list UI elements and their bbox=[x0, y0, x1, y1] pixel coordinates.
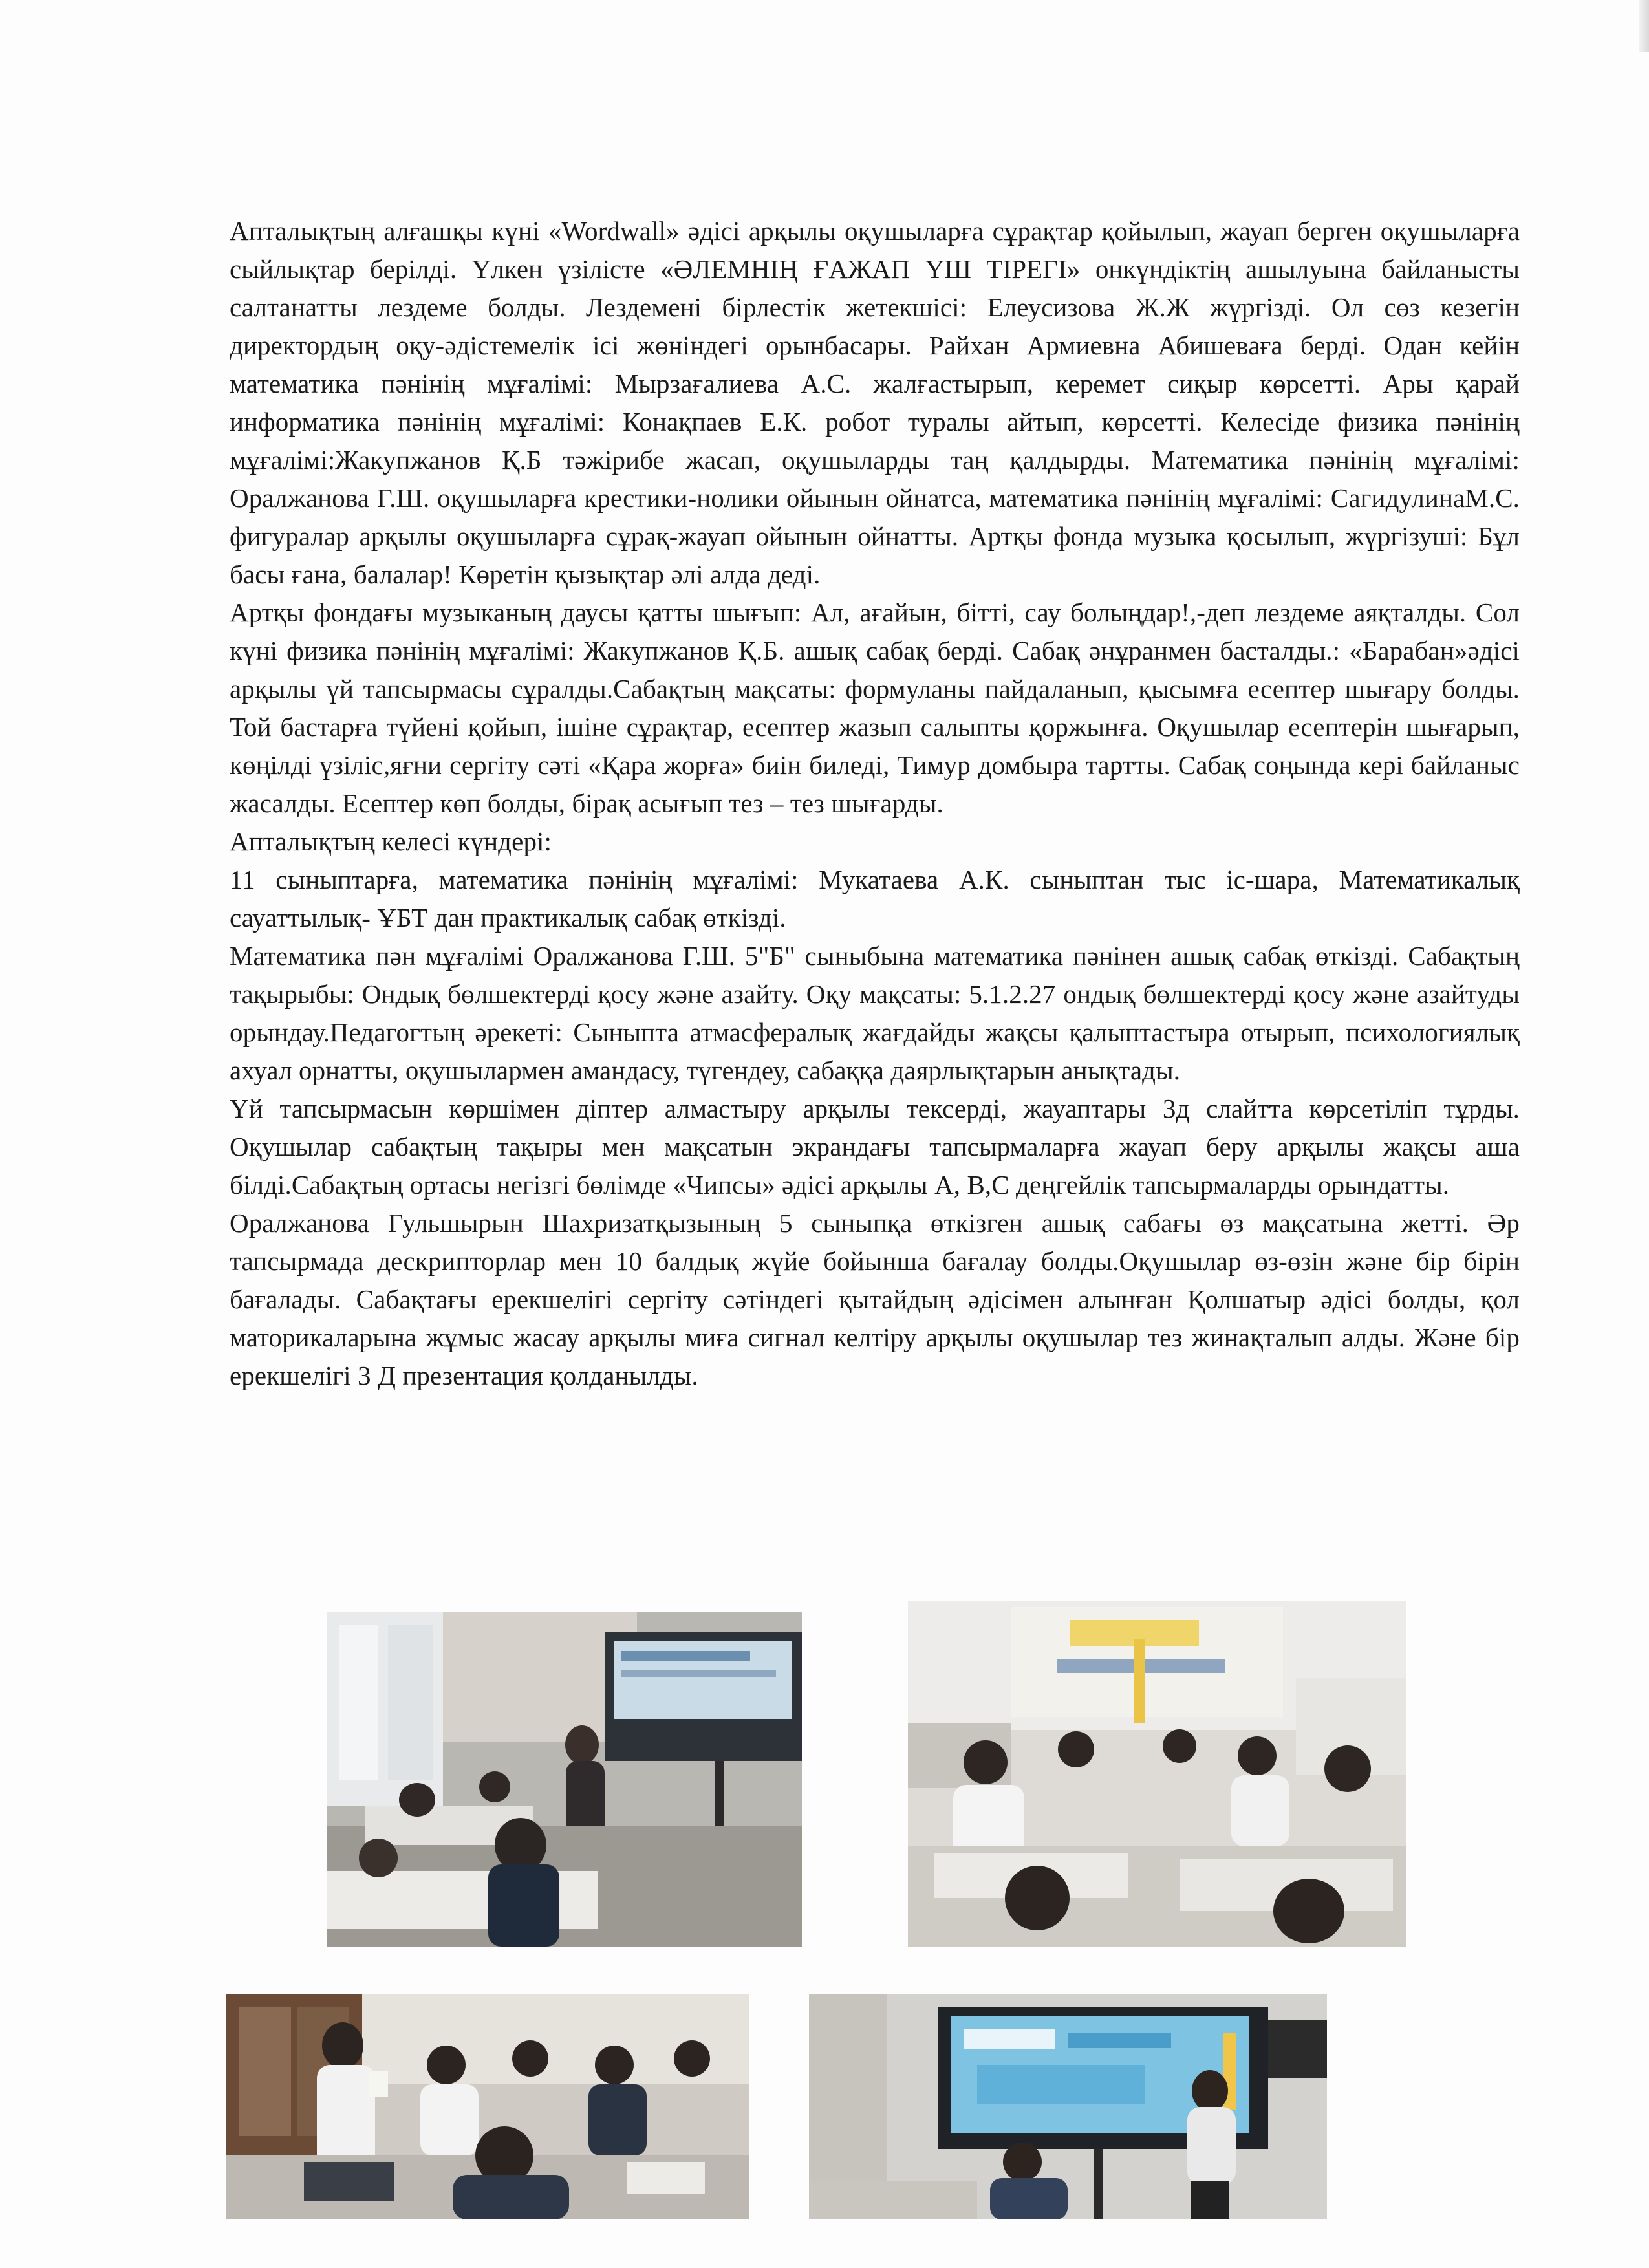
classroom-photo-teacher-at-board bbox=[327, 1612, 802, 1947]
photo-image bbox=[226, 1994, 749, 2219]
scan-edge-shadow bbox=[1639, 0, 1649, 52]
paragraph-3: Апталықтың келесі күндері: bbox=[230, 826, 552, 856]
article-text bbox=[230, 212, 1520, 1395]
paragraph-1: Апталықтың алғашқы күні «Wordwall» әдісі арқылы оқушыларға сұрақтар қойылып, жауап берген оқушыларға сыйлықтар берілді. Үлкен үзілісте «ӘЛЕМНІҢ ҒАЖАП ҮШ ТІРЕГІ» онкүндіктің ашылуына байланысты салтанатты лездеме болды. Лездемені бірлестік жетекшісі: Елеусизова Ж.Ж жүргізді. Ол сөз кезегін директордың оқу-әдістемелік ісі жөніндегі орынбасары. Райхан Армиевна Абишеваға берді. Одан кейін математика пәнінің мұғалімі: Мырзағалиева А.С. жалғастырып, керемет сиқыр көрсетті. Ары қарай информатика пәнінің мұғалімі: Конақпаев Е.К. робот туралы айтып, көрсетті. Келесіде физика пәнінің мұғалімі:Жакупжанов Қ.Б тәжірибе жасап, оқушыларды таң қалдырды. Математика пәнінің мұғалімі: Оралжанова Г.Ш. оқушыларға крестики-нолики ойынын ойнатса, математика пәнінің мұғалімі: СагидулинаМ.С. фигуралар арқылы оқушыларға сұрақ-жауап ойынын ойнатты. Артқы фонда музыка қосылып, жүргізуші: Бұл басы ғана, балалар! Көретін қызықтар әлі алда деді. bbox=[230, 216, 1520, 589]
classroom-photo-teacher-at-screen bbox=[809, 1994, 1327, 2219]
photo-image bbox=[809, 1994, 1327, 2219]
classroom-photo-students-at-desks bbox=[908, 1601, 1406, 1947]
paragraph-2: Артқы фондағы музыканың даусы қатты шығып: Ал, ағайын, бітті, сау болыңдар!,-деп лездеме аяқталды. Сол күні физика пәнінің мұғалімі: Жакупжанов Қ.Б. ашық сабақ берді. Сабақ әнұранмен басталды.: «Барабан»әдісі арқылы үй тапсырмасы сұралды.Сабақтың мақсаты: формуланы пайдаланып, қысымға есептер шығару болды. Той бастарға түйені қойып, ішіне сұрақтар, есептер жазып салыпты қоржынға. Оқушылар есептерін шығарып, көңілді үзіліс,яғни сергіту сәті «Қара жорға» биін биледі, Тимур домбыра тартты. Сабақ соңында кері байланыс жасалды. Есептер көп болды, бірақ асығып тез – тез шығарды. bbox=[230, 598, 1520, 818]
classroom-photo-students-standing bbox=[226, 1994, 749, 2219]
paragraph-6: Үй тапсырмасын көршімен діптер алмастыру арқылы тексерді, жауаптары 3д слайтта көрсетіліп тұрды. Оқушылар сабақтың тақыры мен мақсатын экрандағы тапсырмаларға жауап беру арқылы жақсы аша білді.Сабақтың ортасы негізгі бөлімде «Чипсы» әдісі арқылы А, В,С деңгейлік тапсырмаларды орындатты. bbox=[230, 1094, 1520, 1200]
photo-image bbox=[327, 1612, 802, 1947]
paragraph-7: Оралжанова Гульшырын Шахризатқызының 5 сыныпқа өткізген ашық сабағы өз мақсатына жетті. Әр тапсырмада дескрипторлар мен 10 балдық жүйе бойынша бағалау болды.Оқушылар өз-өзін және бір бірін бағалады. Сабақтағы ерекшелігі сергіту сәтіндегі қытайдың әдісімен алынған Қолшатыр әдісі болды, қол маторикаларына жұмыс жасау арқылы миға сигнал келтіру арқылы оқушылар тез жинақталып алды. Және бір ерекшелігі 3 Д презентация қолданылды. bbox=[230, 1208, 1520, 1390]
paragraph-4: 11 сыныптарға, математика пәнінің мұғалімі: Мукатаева А.К. сыныптан тыс іс-шара, Математикалық сауаттылық- ҰБТ дан практикалық сабақ өткізді. bbox=[230, 865, 1520, 933]
photo-image bbox=[908, 1601, 1406, 1947]
paragraph-5: Математика пән мұғалімі Оралжанова Г.Ш. 5"Б" сыныбына математика пәнінен ашық сабақ өткізді. Сабақтың тақырыбы: Ондық бөлшектерді қосу және азайту. Оқу мақсаты: 5.1.2.27 ондық бөлшектерді қосу және азайтуды орындау.Педагогтың әрекеті: Сыныпта атмасфералық жағдайды жақсы қалыптастыра отырып, психологиялық ахуал орнатты, оқушылармен амандасу, түгендеу, сабаққа даярлықтарын анықтады. bbox=[230, 941, 1520, 1085]
